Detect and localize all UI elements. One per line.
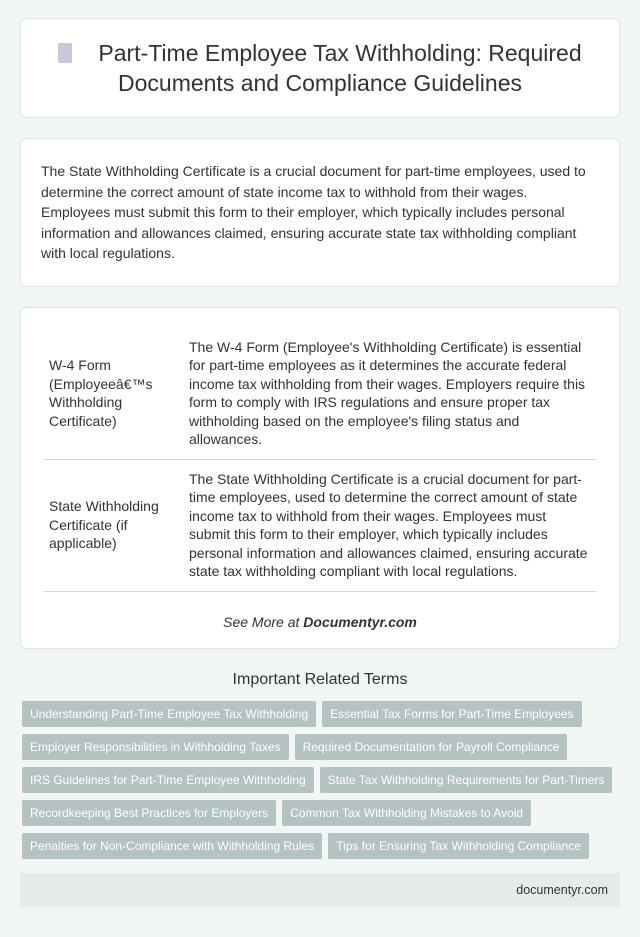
see-more-link[interactable]: Documentyr.com (303, 613, 417, 630)
see-more: See More at Documentyr.com (223, 613, 417, 630)
related-term-tag[interactable]: Essential Tax Forms for Part-Time Employees (322, 701, 581, 727)
document-name: State Withholding Certificate (if applicable) (43, 459, 183, 591)
related-term-tag[interactable]: Penalties for Non-Compliance with Withholding Rules (22, 833, 322, 859)
header-card (20, 18, 620, 118)
document-name: W-4 Form (Employeeâ€™s Withholding Certificate) (43, 328, 183, 460)
footer (20, 873, 620, 907)
related-term-tag[interactable]: Tips for Ensuring Tax Withholding Compliance (328, 833, 589, 859)
related-term-tag[interactable]: Understanding Part-Time Employee Tax Withholding (22, 701, 316, 727)
related-terms-title: Important Related Terms (232, 670, 408, 688)
document-description: The State Withholding Certificate is a crucial document for part-time employees, used to determine the correct amount of state income tax to withhold from their wages. Employees must submit this form to their employer, which typically includes personal information and allowances claimed, ensuring accurate state tax withholding compliant with local regulations. (183, 459, 597, 591)
page-title: Part-Time Employee Tax Withholding: Required Documents and Compliance Guidelines (41, 38, 599, 98)
related-term-tag[interactable]: Required Documentation for Payroll Compliance (295, 734, 568, 760)
related-terms-list (20, 701, 620, 859)
related-term-tag[interactable]: Common Tax Withholding Mistakes to Avoid (282, 800, 531, 826)
intro-text: The State Withholding Certificate is a crucial document for part-time employees, used to determine the correct amount of state income tax to withhold from their wages. Employees must submit this form to their employer, which typically includes personal information and allowances claimed, ensuring accurate state tax withholding compliant with local regulations. (20, 138, 620, 287)
related-term-tag[interactable]: Employer Responsibilities in Withholding Taxes (22, 734, 289, 760)
document-description: The W-4 Form (Employee's Withholding Certificate) is essential for part-time employees as it determines the accurate federal income tax withholding from their wages. Employers require this form to comply with IRS regulations and ensure proper tax withholding based on the employee's filing status and allowances. (183, 328, 597, 460)
related-term-tag[interactable]: IRS Guidelines for Part-Time Employee Withholding (22, 767, 314, 793)
table-row (43, 459, 597, 591)
receipt-icon (58, 43, 72, 63)
related-term-tag[interactable]: Recordkeeping Best Practices for Employers (22, 800, 276, 826)
documents-card (20, 307, 620, 649)
table-row (43, 328, 597, 460)
documents-table (43, 328, 597, 592)
related-term-tag[interactable]: State Tax Withholding Requirements for Part-Timers (320, 767, 613, 793)
footer-site[interactable]: documentyr.com (516, 882, 608, 897)
